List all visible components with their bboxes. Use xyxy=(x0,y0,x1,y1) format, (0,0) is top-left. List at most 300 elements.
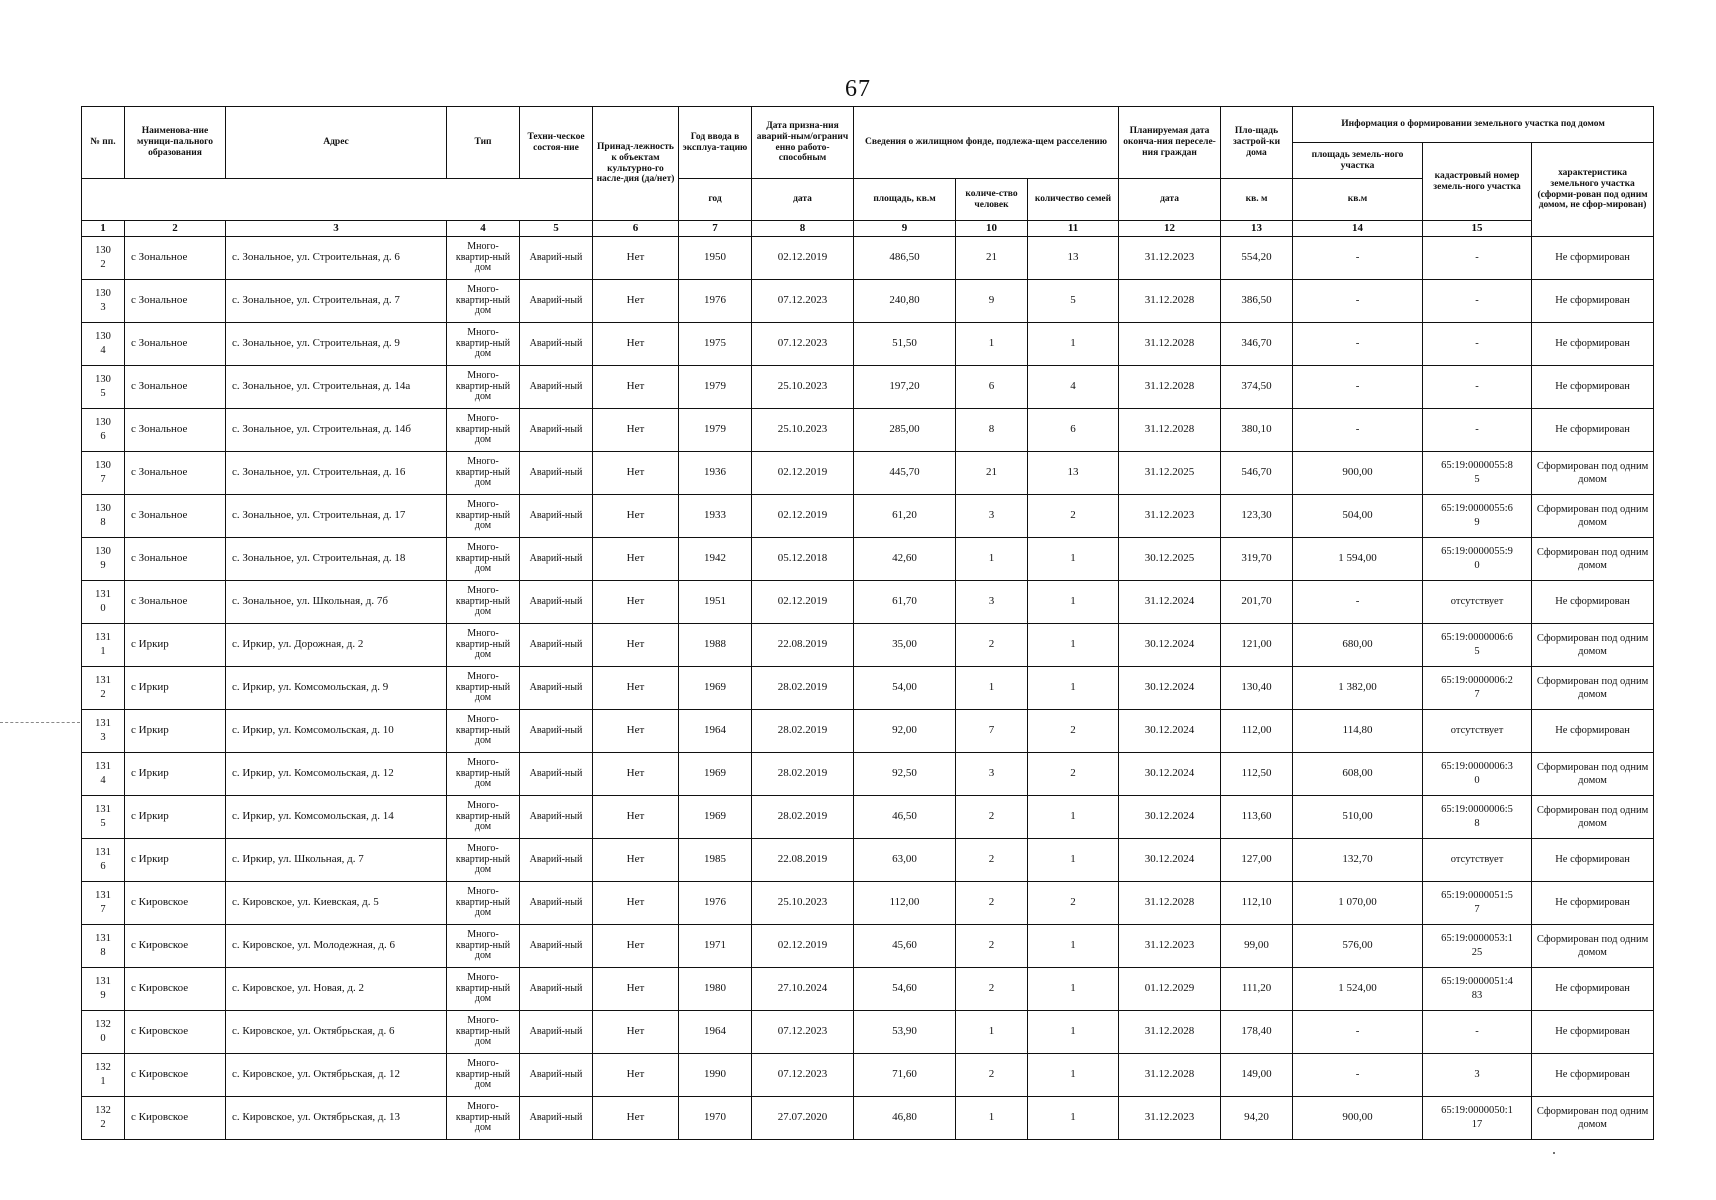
cadastral-number-cell: - xyxy=(1423,366,1532,409)
emergency-date-cell: 25.10.2023 xyxy=(752,409,854,452)
heritage-cell: Нет xyxy=(593,624,679,667)
year-cell: 1985 xyxy=(679,839,752,882)
year-cell: 1969 xyxy=(679,753,752,796)
header-land-info: Информация о формировании земельного участка под домом xyxy=(1293,107,1654,143)
emergency-date-cell: 02.12.2019 xyxy=(752,452,854,495)
family-count-cell: 1 xyxy=(1028,581,1119,624)
header-year-commissioned: Год ввода в эксплуа-тацию xyxy=(679,107,752,179)
type-cell: Много-квартир-ный дом xyxy=(447,968,520,1011)
row-number: 131 6 xyxy=(82,839,125,882)
land-status-cell: Сформирован под одним домом xyxy=(1532,538,1654,581)
address-cell: с. Зональное, ул. Строительная, д. 7 xyxy=(226,280,447,323)
condition-cell: Аварий-ный xyxy=(520,237,593,280)
municipality-cell: с Иркир xyxy=(125,624,226,667)
built-area-cell: 149,00 xyxy=(1221,1054,1293,1097)
land-area-cell: 114,80 xyxy=(1293,710,1423,753)
family-count-cell: 1 xyxy=(1028,839,1119,882)
year-cell: 1936 xyxy=(679,452,752,495)
planned-date-cell: 31.12.2028 xyxy=(1119,1011,1221,1054)
cadastral-number-cell: 65:19:0000051:4 83 xyxy=(1423,968,1532,1011)
table-row xyxy=(82,667,1654,710)
family-count-cell: 1 xyxy=(1028,538,1119,581)
condition-cell: Аварий-ный xyxy=(520,882,593,925)
table-row xyxy=(82,495,1654,538)
emergency-date-cell: 28.02.2019 xyxy=(752,796,854,839)
heritage-cell: Нет xyxy=(593,710,679,753)
condition-cell: Аварий-ный xyxy=(520,796,593,839)
planned-date-cell: 31.12.2023 xyxy=(1119,495,1221,538)
address-cell: с. Зональное, ул. Строительная, д. 16 xyxy=(226,452,447,495)
year-cell: 1933 xyxy=(679,495,752,538)
header-land-area: площадь земель-ного участка xyxy=(1293,143,1423,179)
living-area-cell: 61,70 xyxy=(854,581,956,624)
col-number: 5 xyxy=(520,221,593,237)
address-cell: с. Иркир, ул. Комсомольская, д. 12 xyxy=(226,753,447,796)
people-count-cell: 21 xyxy=(956,452,1028,495)
row-number: 131 2 xyxy=(82,667,125,710)
col-number: 3 xyxy=(226,221,447,237)
municipality-cell: с Иркир xyxy=(125,667,226,710)
address-cell: с. Кировское, ул. Октябрьская, д. 6 xyxy=(226,1011,447,1054)
land-status-cell: Сформирован под одним домом xyxy=(1532,495,1654,538)
condition-cell: Аварий-ный xyxy=(520,839,593,882)
row-number: 130 3 xyxy=(82,280,125,323)
municipality-cell: с Кировское xyxy=(125,1011,226,1054)
planned-date-cell: 31.12.2025 xyxy=(1119,452,1221,495)
land-area-cell: - xyxy=(1293,581,1423,624)
built-area-cell: 130,40 xyxy=(1221,667,1293,710)
municipality-cell: с Зональное xyxy=(125,538,226,581)
header-land-char: характеристика земельного участка (сформи-рован под одним домом, не сфор-мирован) xyxy=(1532,143,1654,237)
land-status-cell: Не сформирован xyxy=(1532,366,1654,409)
col-number: 7 xyxy=(679,221,752,237)
land-status-cell: Сформирован под одним домом xyxy=(1532,925,1654,968)
col-number: 15 xyxy=(1423,221,1532,237)
land-area-cell: - xyxy=(1293,323,1423,366)
living-area-cell: 285,00 xyxy=(854,409,956,452)
condition-cell: Аварий-ный xyxy=(520,452,593,495)
family-count-cell: 13 xyxy=(1028,452,1119,495)
planned-date-cell: 30.12.2024 xyxy=(1119,839,1221,882)
emergency-date-cell: 22.08.2019 xyxy=(752,839,854,882)
people-count-cell: 2 xyxy=(956,882,1028,925)
family-count-cell: 13 xyxy=(1028,237,1119,280)
year-cell: 1969 xyxy=(679,667,752,710)
type-cell: Много-квартир-ный дом xyxy=(447,280,520,323)
land-area-cell: 900,00 xyxy=(1293,452,1423,495)
emergency-date-cell: 22.08.2019 xyxy=(752,624,854,667)
built-area-cell: 121,00 xyxy=(1221,624,1293,667)
col-number: 8 xyxy=(752,221,854,237)
living-area-cell: 71,60 xyxy=(854,1054,956,1097)
cadastral-number-cell: 65:19:0000055:6 9 xyxy=(1423,495,1532,538)
row-number: 131 7 xyxy=(82,882,125,925)
type-cell: Много-квартир-ный дом xyxy=(447,409,520,452)
address-cell: с. Зональное, ул. Школьная, д. 7б xyxy=(226,581,447,624)
municipality-cell: с Зональное xyxy=(125,581,226,624)
municipality-cell: с Кировское xyxy=(125,968,226,1011)
planned-date-cell: 31.12.2028 xyxy=(1119,1054,1221,1097)
municipality-cell: с Зональное xyxy=(125,452,226,495)
emergency-date-cell: 28.02.2019 xyxy=(752,753,854,796)
col-number: 9 xyxy=(854,221,956,237)
table-row xyxy=(82,1011,1654,1054)
planned-date-cell: 30.12.2024 xyxy=(1119,710,1221,753)
municipality-cell: с Зональное xyxy=(125,237,226,280)
address-cell: с. Зональное, ул. Строительная, д. 6 xyxy=(226,237,447,280)
built-area-cell: 111,20 xyxy=(1221,968,1293,1011)
year-cell: 1979 xyxy=(679,409,752,452)
land-status-cell: Сформирован под одним домом xyxy=(1532,796,1654,839)
table-row xyxy=(82,323,1654,366)
row-number: 131 0 xyxy=(82,581,125,624)
year-cell: 1964 xyxy=(679,710,752,753)
built-area-cell: 123,30 xyxy=(1221,495,1293,538)
land-status-cell: Не сформирован xyxy=(1532,882,1654,925)
family-count-cell: 1 xyxy=(1028,796,1119,839)
year-cell: 1950 xyxy=(679,237,752,280)
people-count-cell: 2 xyxy=(956,1054,1028,1097)
cadastral-number-cell: 65:19:0000006:5 8 xyxy=(1423,796,1532,839)
heritage-cell: Нет xyxy=(593,839,679,882)
heritage-cell: Нет xyxy=(593,667,679,710)
heritage-cell: Нет xyxy=(593,581,679,624)
planned-date-cell: 31.12.2028 xyxy=(1119,366,1221,409)
cadastral-number-cell: - xyxy=(1423,237,1532,280)
people-count-cell: 3 xyxy=(956,495,1028,538)
cadastral-number-cell: отсутствует xyxy=(1423,581,1532,624)
living-area-cell: 61,20 xyxy=(854,495,956,538)
municipality-cell: с Иркир xyxy=(125,710,226,753)
built-area-cell: 380,10 xyxy=(1221,409,1293,452)
row-number: 132 0 xyxy=(82,1011,125,1054)
municipality-cell: с Зональное xyxy=(125,495,226,538)
type-cell: Много-квартир-ный дом xyxy=(447,538,520,581)
row-number: 130 8 xyxy=(82,495,125,538)
land-status-cell: Не сформирован xyxy=(1532,839,1654,882)
family-count-cell: 5 xyxy=(1028,280,1119,323)
land-status-cell: Сформирован под одним домом xyxy=(1532,624,1654,667)
municipality-cell: с Кировское xyxy=(125,1054,226,1097)
land-area-cell: - xyxy=(1293,1054,1423,1097)
table-row xyxy=(82,237,1654,280)
emergency-date-cell: 02.12.2019 xyxy=(752,495,854,538)
table-row xyxy=(82,366,1654,409)
cadastral-number-cell: 65:19:0000006:2 7 xyxy=(1423,667,1532,710)
year-cell: 1942 xyxy=(679,538,752,581)
people-count-cell: 9 xyxy=(956,280,1028,323)
table-row xyxy=(82,796,1654,839)
row-number: 130 9 xyxy=(82,538,125,581)
people-count-cell: 2 xyxy=(956,968,1028,1011)
year-cell: 1980 xyxy=(679,968,752,1011)
header-blank xyxy=(82,179,593,221)
address-cell: с. Зональное, ул. Строительная, д. 14б xyxy=(226,409,447,452)
row-number: 131 5 xyxy=(82,796,125,839)
header-sub-built: кв. м xyxy=(1221,179,1293,221)
cadastral-number-cell: - xyxy=(1423,280,1532,323)
municipality-cell: с Кировское xyxy=(125,1097,226,1140)
address-cell: с. Иркир, ул. Школьная, д. 7 xyxy=(226,839,447,882)
header-address: Адрес xyxy=(226,107,447,179)
land-status-cell: Не сформирован xyxy=(1532,581,1654,624)
row-number: 131 1 xyxy=(82,624,125,667)
cadastral-number-cell: 65:19:0000055:9 0 xyxy=(1423,538,1532,581)
header-built-area: Пло-щадь застрой-ки дома xyxy=(1221,107,1293,179)
address-cell: с. Кировское, ул. Новая, д. 2 xyxy=(226,968,447,1011)
built-area-cell: 94,20 xyxy=(1221,1097,1293,1140)
address-cell: с. Иркир, ул. Комсомольская, д. 10 xyxy=(226,710,447,753)
land-area-cell: - xyxy=(1293,366,1423,409)
land-area-cell: 510,00 xyxy=(1293,796,1423,839)
cadastral-number-cell: - xyxy=(1423,1011,1532,1054)
type-cell: Много-квартир-ный дом xyxy=(447,1011,520,1054)
housing-register-table xyxy=(81,106,1654,1140)
people-count-cell: 1 xyxy=(956,323,1028,366)
header-sub-area: площадь, кв.м xyxy=(854,179,956,221)
planned-date-cell: 31.12.2023 xyxy=(1119,1097,1221,1140)
built-area-cell: 113,60 xyxy=(1221,796,1293,839)
type-cell: Много-квартир-ный дом xyxy=(447,323,520,366)
land-area-cell: 1 594,00 xyxy=(1293,538,1423,581)
year-cell: 1990 xyxy=(679,1054,752,1097)
built-area-cell: 346,70 xyxy=(1221,323,1293,366)
col-number: 1 xyxy=(82,221,125,237)
land-area-cell: - xyxy=(1293,1011,1423,1054)
emergency-date-cell: 07.12.2023 xyxy=(752,1011,854,1054)
header-no: № пп. xyxy=(82,107,125,179)
condition-cell: Аварий-ный xyxy=(520,753,593,796)
address-cell: с. Зональное, ул. Строительная, д. 14а xyxy=(226,366,447,409)
planned-date-cell: 31.12.2028 xyxy=(1119,882,1221,925)
land-area-cell: 680,00 xyxy=(1293,624,1423,667)
built-area-cell: 554,20 xyxy=(1221,237,1293,280)
cadastral-number-cell: - xyxy=(1423,323,1532,366)
planned-date-cell: 30.12.2024 xyxy=(1119,753,1221,796)
table-row xyxy=(82,1097,1654,1140)
row-number: 130 7 xyxy=(82,452,125,495)
planned-date-cell: 31.12.2023 xyxy=(1119,237,1221,280)
condition-cell: Аварий-ный xyxy=(520,624,593,667)
land-status-cell: Не сформирован xyxy=(1532,280,1654,323)
family-count-cell: 1 xyxy=(1028,667,1119,710)
people-count-cell: 2 xyxy=(956,796,1028,839)
living-area-cell: 112,00 xyxy=(854,882,956,925)
address-cell: с. Иркир, ул. Дорожная, д. 2 xyxy=(226,624,447,667)
family-count-cell: 6 xyxy=(1028,409,1119,452)
heritage-cell: Нет xyxy=(593,323,679,366)
land-status-cell: Не сформирован xyxy=(1532,968,1654,1011)
living-area-cell: 46,50 xyxy=(854,796,956,839)
col-number: 13 xyxy=(1221,221,1293,237)
type-cell: Много-квартир-ный дом xyxy=(447,839,520,882)
municipality-cell: с Зональное xyxy=(125,366,226,409)
living-area-cell: 240,80 xyxy=(854,280,956,323)
year-cell: 1964 xyxy=(679,1011,752,1054)
header-sub-planned: дата xyxy=(1119,179,1221,221)
col-number: 4 xyxy=(447,221,520,237)
living-area-cell: 445,70 xyxy=(854,452,956,495)
table-row xyxy=(82,581,1654,624)
living-area-cell: 42,60 xyxy=(854,538,956,581)
condition-cell: Аварий-ный xyxy=(520,366,593,409)
land-status-cell: Не сформирован xyxy=(1532,1011,1654,1054)
year-cell: 1951 xyxy=(679,581,752,624)
address-cell: с. Иркир, ул. Комсомольская, д. 14 xyxy=(226,796,447,839)
land-area-cell: 1 524,00 xyxy=(1293,968,1423,1011)
family-count-cell: 1 xyxy=(1028,1011,1119,1054)
condition-cell: Аварий-ный xyxy=(520,667,593,710)
type-cell: Много-квартир-ный дом xyxy=(447,796,520,839)
living-area-cell: 46,80 xyxy=(854,1097,956,1140)
family-count-cell: 2 xyxy=(1028,495,1119,538)
address-cell: с. Зональное, ул. Строительная, д. 18 xyxy=(226,538,447,581)
living-area-cell: 54,00 xyxy=(854,667,956,710)
header-municipality: Наименова-ние муници-пального образования xyxy=(125,107,226,179)
col-number: 12 xyxy=(1119,221,1221,237)
heritage-cell: Нет xyxy=(593,796,679,839)
planned-date-cell: 01.12.2029 xyxy=(1119,968,1221,1011)
living-area-cell: 51,50 xyxy=(854,323,956,366)
municipality-cell: с Иркир xyxy=(125,796,226,839)
land-area-cell: 576,00 xyxy=(1293,925,1423,968)
type-cell: Много-квартир-ный дом xyxy=(447,753,520,796)
land-status-cell: Не сформирован xyxy=(1532,1054,1654,1097)
planned-date-cell: 30.12.2024 xyxy=(1119,796,1221,839)
land-status-cell: Сформирован под одним домом xyxy=(1532,667,1654,710)
people-count-cell: 3 xyxy=(956,753,1028,796)
condition-cell: Аварий-ный xyxy=(520,495,593,538)
cadastral-number-cell: 65:19:0000006:3 0 xyxy=(1423,753,1532,796)
row-number: 131 3 xyxy=(82,710,125,753)
heritage-cell: Нет xyxy=(593,409,679,452)
cadastral-number-cell: отсутствует xyxy=(1423,839,1532,882)
family-count-cell: 1 xyxy=(1028,1054,1119,1097)
emergency-date-cell: 07.12.2023 xyxy=(752,280,854,323)
emergency-date-cell: 07.12.2023 xyxy=(752,323,854,366)
header-date-emergency: Дата призна-ния аварий-ным/огранич енно работо-способным xyxy=(752,107,854,179)
land-status-cell: Не сформирован xyxy=(1532,323,1654,366)
planned-date-cell: 31.12.2024 xyxy=(1119,581,1221,624)
people-count-cell: 6 xyxy=(956,366,1028,409)
living-area-cell: 92,50 xyxy=(854,753,956,796)
cadastral-number-cell: 65:19:0000006:6 5 xyxy=(1423,624,1532,667)
header-cadastral: кадастровый номер земель-ного участка xyxy=(1423,143,1532,221)
people-count-cell: 2 xyxy=(956,624,1028,667)
family-count-cell: 2 xyxy=(1028,882,1119,925)
heritage-cell: Нет xyxy=(593,1011,679,1054)
year-cell: 1970 xyxy=(679,1097,752,1140)
address-cell: с. Кировское, ул. Октябрьская, д. 13 xyxy=(226,1097,447,1140)
row-number: 130 2 xyxy=(82,237,125,280)
built-area-cell: 112,00 xyxy=(1221,710,1293,753)
heritage-cell: Нет xyxy=(593,968,679,1011)
address-cell: с. Зональное, ул. Строительная, д. 9 xyxy=(226,323,447,366)
heritage-cell: Нет xyxy=(593,925,679,968)
people-count-cell: 1 xyxy=(956,1097,1028,1140)
emergency-date-cell: 25.10.2023 xyxy=(752,366,854,409)
type-cell: Много-квартир-ный дом xyxy=(447,452,520,495)
built-area-cell: 112,50 xyxy=(1221,753,1293,796)
people-count-cell: 2 xyxy=(956,839,1028,882)
table-row xyxy=(82,1054,1654,1097)
living-area-cell: 45,60 xyxy=(854,925,956,968)
type-cell: Много-квартир-ный дом xyxy=(447,925,520,968)
header-sub-families: количество семей xyxy=(1028,179,1119,221)
heritage-cell: Нет xyxy=(593,882,679,925)
heritage-cell: Нет xyxy=(593,452,679,495)
planned-date-cell: 31.12.2028 xyxy=(1119,323,1221,366)
row-number: 131 8 xyxy=(82,925,125,968)
table-row xyxy=(82,882,1654,925)
land-status-cell: Сформирован под одним домом xyxy=(1532,1097,1654,1140)
header-condition: Техни-ческое состоя-ние xyxy=(520,107,593,179)
address-cell: с. Иркир, ул. Комсомольская, д. 9 xyxy=(226,667,447,710)
land-area-cell: 608,00 xyxy=(1293,753,1423,796)
col-number: 11 xyxy=(1028,221,1119,237)
address-cell: с. Зональное, ул. Строительная, д. 17 xyxy=(226,495,447,538)
type-cell: Много-квартир-ный дом xyxy=(447,1097,520,1140)
type-cell: Много-квартир-ный дом xyxy=(447,882,520,925)
type-cell: Много-квартир-ный дом xyxy=(447,237,520,280)
row-number: 132 1 xyxy=(82,1054,125,1097)
scan-speck xyxy=(1553,1152,1555,1154)
planned-date-cell: 31.12.2028 xyxy=(1119,280,1221,323)
municipality-cell: с Кировское xyxy=(125,882,226,925)
cadastral-number-cell: 65:19:0000051:5 7 xyxy=(1423,882,1532,925)
type-cell: Много-квартир-ный дом xyxy=(447,667,520,710)
family-count-cell: 2 xyxy=(1028,753,1119,796)
row-number: 131 9 xyxy=(82,968,125,1011)
municipality-cell: с Зональное xyxy=(125,409,226,452)
built-area-cell: 99,00 xyxy=(1221,925,1293,968)
living-area-cell: 197,20 xyxy=(854,366,956,409)
family-count-cell: 1 xyxy=(1028,1097,1119,1140)
land-area-cell: - xyxy=(1293,280,1423,323)
emergency-date-cell: 27.07.2020 xyxy=(752,1097,854,1140)
municipality-cell: с Кировское xyxy=(125,925,226,968)
address-cell: с. Кировское, ул. Октябрьская, д. 12 xyxy=(226,1054,447,1097)
cadastral-number-cell: - xyxy=(1423,409,1532,452)
people-count-cell: 8 xyxy=(956,409,1028,452)
col-number: 2 xyxy=(125,221,226,237)
land-area-cell: 504,00 xyxy=(1293,495,1423,538)
table-row xyxy=(82,280,1654,323)
living-area-cell: 35,00 xyxy=(854,624,956,667)
land-status-cell: Не сформирован xyxy=(1532,409,1654,452)
heritage-cell: Нет xyxy=(593,753,679,796)
page-number: 67 xyxy=(845,76,871,102)
header-sub-people: количе-ство человек xyxy=(956,179,1028,221)
condition-cell: Аварий-ный xyxy=(520,1054,593,1097)
col-number: 6 xyxy=(593,221,679,237)
planned-date-cell: 31.12.2023 xyxy=(1119,925,1221,968)
heritage-cell: Нет xyxy=(593,538,679,581)
land-status-cell: Сформирован под одним домом xyxy=(1532,753,1654,796)
heritage-cell: Нет xyxy=(593,495,679,538)
land-area-cell: 900,00 xyxy=(1293,1097,1423,1140)
condition-cell: Аварий-ный xyxy=(520,1011,593,1054)
people-count-cell: 3 xyxy=(956,581,1028,624)
header-heritage: Принад-лежность к объектам культурно-го насле-дия (да/нет) xyxy=(593,107,679,221)
cadastral-number-cell: отсутствует xyxy=(1423,710,1532,753)
year-cell: 1976 xyxy=(679,280,752,323)
emergency-date-cell: 07.12.2023 xyxy=(752,1054,854,1097)
heritage-cell: Нет xyxy=(593,280,679,323)
table-row xyxy=(82,753,1654,796)
planned-date-cell: 31.12.2028 xyxy=(1119,409,1221,452)
row-number: 132 2 xyxy=(82,1097,125,1140)
